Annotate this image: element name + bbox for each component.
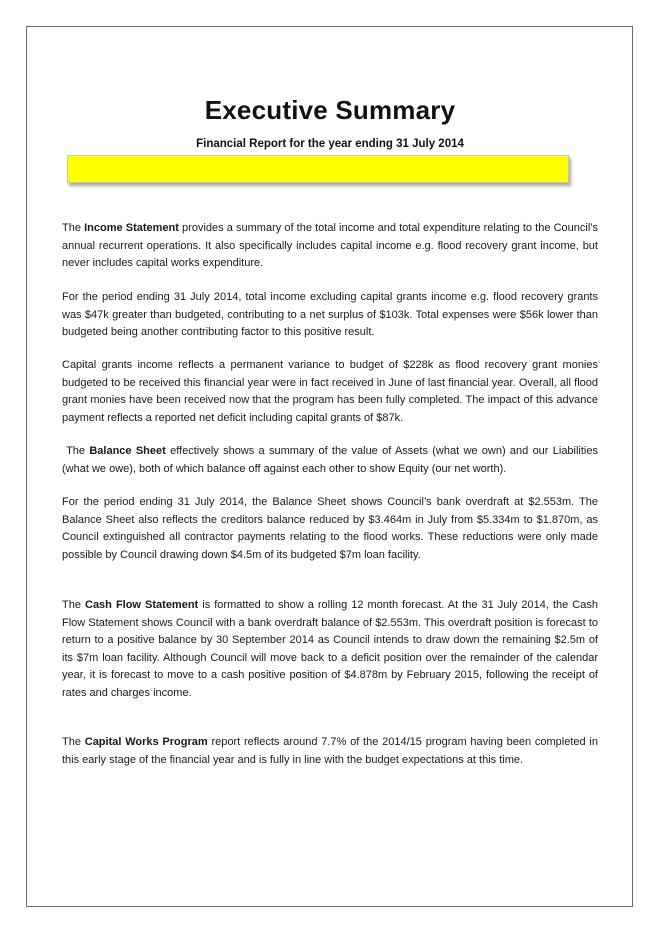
balance-sheet-paragraph bbox=[62, 443, 598, 478]
page-subtitle: Financial Report for the year ending 31 July 2014 bbox=[196, 138, 464, 150]
income-statement-paragraph bbox=[62, 220, 598, 273]
period-balance-paragraph: For the period ending 31 July 2014, the Balance Sheet shows Council’s bank overdraft at $2.553m. The Balance Sheet also reflects the creditors balance reduced by $3.464m in July from $5.334m to $1.870m, as Council extinguished all contractor payments relating to the flood works. These reductions were only made possible by Council drawing down $4.5m of its budgeted $7m loan facility. bbox=[62, 496, 598, 561]
text-span: provides a summary of the total income and total expenditure relating to the Council’s annual recurrent operations. It also specifically includes capital income e.g. flood recovery grant income, but never includes capital works expenditure. bbox=[62, 222, 599, 269]
cash-flow-paragraph bbox=[62, 597, 598, 702]
text-span: The bbox=[62, 445, 90, 457]
text-span: effectively shows a summary of the value of Assets (what we own) and our Liabilities (what we owe), both of which balance off against each other to show Equity (our net worth). bbox=[62, 445, 598, 475]
cash-flow-term: Cash Flow Statement bbox=[85, 599, 199, 611]
text-span: The bbox=[62, 736, 85, 748]
period-income-paragraph: For the period ending 31 July 2014, total income excluding capital grants income e.g. flood recovery grants was $47k greater than budgeted, contributing to a net surplus of $103k. Total expenses were $56k lower than budgeted being another contributing factor to this positive result. bbox=[62, 291, 598, 338]
text-span: report reflects around 7.7% of the 2014/15 program having been completed in this early stage of the financial year and is fully in line with the budget expectations at this time. bbox=[62, 736, 598, 766]
capital-grants-paragraph: Capital grants income reflects a permanent variance to budget of $228k as flood recovery grant monies budgeted to be received this financial year were in fact received in June of last financial year. Overall, all flood grant monies have been received now that the program has been fully completed. The impact of this advance payment reflects a reported net deficit including capital grants of $87k. bbox=[62, 359, 598, 424]
capital-works-term: Capital Works Program bbox=[84, 736, 208, 748]
balance-sheet-term: Balance Sheet bbox=[89, 445, 166, 457]
text-span: is formatted to show a rolling 12 month forecast. At the 31 July 2014, the Cash Flow Statement shows Council with a bank overdraft balance of $2.553m. This overdraft position is forecast to return to a positive balance by 30 September 2014 as Council intends to draw down the remaining $2.5m of its $7m loan facility. Although Council will move back to a deficit position over the remainder of the calendar year, it is forecast to move to a cash positive position of $4.878m by February 2015, following the receipt of rates and charges income. bbox=[62, 599, 598, 699]
text-span: The bbox=[62, 222, 85, 234]
capital-works-paragraph bbox=[62, 734, 598, 769]
page-title: Executive Summary bbox=[204, 95, 456, 125]
income-statement-term: Income Statement bbox=[84, 222, 179, 234]
highlight-bar bbox=[67, 155, 569, 183]
text-span: The bbox=[62, 599, 85, 611]
